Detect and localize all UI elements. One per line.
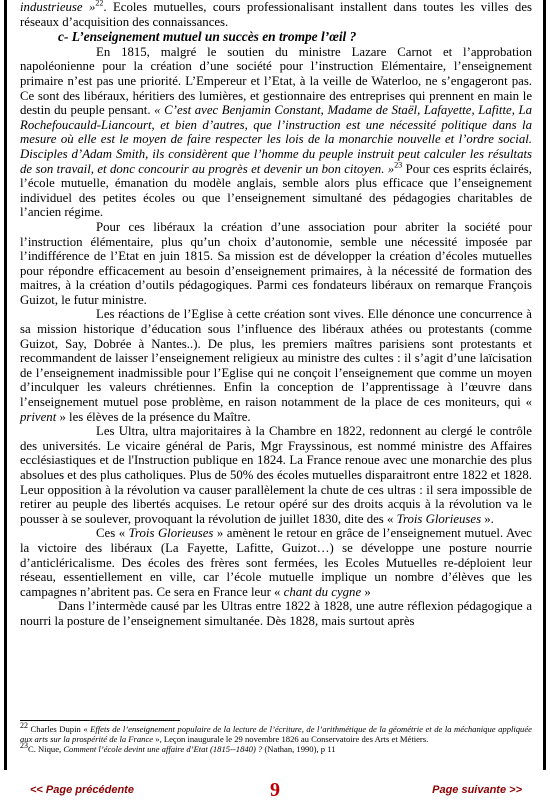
p5-text-a: Ces «: [96, 526, 129, 541]
p1-quote: « C’est avec Benjamin Constant, Madame de Staël, Lafayette, Lafitte, La Rochefoucauld-Liancourt, et bien d’autres, que l’instruction est une nécessité politique dans la mesure où elle est le moyen de faire respecter les lois de la monarchie nouvelle et l’ordre social. Disciples d’Adam Smith, ils considèrent que l’homme du peuple instruit peut calculer les résultats de son travail, et donc concourir au progrès et devenir un bon citoyen. »: [20, 103, 533, 176]
page-border-right: [543, 0, 546, 770]
p5-text-b: » amènent le retour en grâce de l’enseignement mutuel. Avec la victoire des libéraux (La Fayette, Lafitte, Guizot…) se développe une posture nourrie d’anticléricalisme. Des écoles des frères sont fermées, les Ecoles Mutuelles re-déploient leur réseau, essentiellement en ville, car l’école mutuelle implique un nombre d’élèves que les campagnes n’abritent pas. Ce sera en France leur «: [20, 526, 532, 599]
intro-paragraph: [20, 0, 532, 29]
footnote-ref-23[interactable]: 23: [394, 160, 403, 170]
p3-text-a: Les réactions de l’Eglise à cette création sont vives. Elle dénonce une concurrence à sa mission historique d’éducation sous l’influence des libéraux athées ou protestants (comme Guizot, Say, Dobrée à Nantes..). De plus, les premiers maîtres parisiens sont protestants et recommandent de laisser l’enseignement religieux au ministre des cultes : il s’agit d’une laïcisation de l’enseignement inadmissible pour l’Eglise qui ne conçoit l’enseignement que comme un moyen d’inculquer les valeurs chrétiennes. Enfin la conception de l’apprentissage à l’œuvre dans l’enseignement mutuel pose problème, en raison notamment de la place de ces moniteurs, qui «: [20, 307, 532, 410]
p3-italic: privent: [20, 409, 57, 424]
footnote-22: [20, 721, 532, 745]
intro-text: . Ecoles mutuelles, cours professionalisant installent dans toutes les villes des réseaux d’acquisition des connaissances.: [20, 0, 532, 29]
p4-text-b: ».: [481, 511, 494, 526]
p1-text-b: Pour ces esprits éclairés, l’école mutuelle, émanation du modèle anglais, semble alors plus efficace que l’enseignement individuel des petites écoles ou que l’enseignement simultané des pédagogies charitables de l’ancien régime.: [20, 161, 532, 220]
page-border-left: [4, 0, 7, 770]
p5-text-c: »: [361, 584, 371, 599]
paragraph-4: [20, 424, 532, 526]
footnotes: [20, 721, 532, 755]
footnote-22-text-a: Charles Dupin «: [28, 724, 91, 734]
footnote-23: [20, 741, 532, 755]
next-page-link[interactable]: Page suivante >>: [432, 784, 522, 796]
footnote-23-title: Comment l’école devint une affaire d’Etat (1815--1840) ?: [63, 744, 263, 755]
paragraph-1: [20, 45, 532, 220]
main-text: [20, 0, 532, 629]
previous-page-link[interactable]: << Page précédente: [30, 784, 134, 796]
footnote-23-number: 23: [20, 741, 28, 751]
p4-italic: Trois Glorieuses: [396, 511, 482, 526]
page-footer: [0, 778, 550, 804]
footnote-22-text-b: », Leçon inaugurale le 29 novembre 1826 au Conservatoire des Arts et Métiers.: [153, 734, 429, 745]
page-number: 9: [270, 779, 280, 801]
p5-italic-2: chant du cygne: [283, 584, 362, 599]
footnote-separator: [20, 720, 180, 721]
footnote-22-title: Effets de l’enseignement populaire de la lecture de l’écriture, de l’arithmétique de la géométrie et de la méchanique appliquée aux arts sur la prospérité de la France: [20, 724, 532, 745]
paragraph-2: Pour ces libéraux la création d’une association pour abriter la société pour l’instruction élémentaire, plus qu’un choix d’autonomie, semble une nécessité imposée par l’indifférence de l’Etat en juin 1815. Sa mission est de développer la création d’écoles mutuelles pour répondre efficacement au besoin d’enseignement primaires, à la nécessité de formation des maitres, à la création d’outils pédagogiques. Parmi ces fondateurs libéraux on remarque François Guizot, le futur ministre.: [20, 219, 532, 307]
p4-text-a: Les Ultra, ultra majoritaires à la Chambre en 1822, redonnent au clergé le contrôle des universités. Le vicaire général de Paris, Mgr Frayssinous, est nommé ministre des Affaires ecclésiastiques et de l'Instruction publique en 1824. La France renoue avec une monarchie des plus absolues et des plus catholiques. Plus de 50% des écoles mutuelles disparaitront entre 1822 et 1828. Leur opposition à la révolution va causer parallèlement la chute de ces ultras : il sera impossible de retirer au peuple des libertés acquises. Le retour opéré sur des droits acquis à la révolution va le pousser à se soulever, provoquant la révolution de juillet 1830, dite des «: [20, 424, 532, 526]
footnote-22-number: 22: [20, 721, 28, 731]
p3-text-b: » les élèves de la présence du Maître.: [56, 409, 251, 424]
section-heading: c- L’enseignement mutuel un succès en trompe l’œil ?: [58, 29, 357, 45]
footnote-23-text-b: (Nathan, 1990), p 11: [262, 744, 336, 755]
footnote-23-text-a: C. Nique,: [28, 744, 64, 755]
paragraph-5: [20, 526, 532, 599]
intro-quote: industrieuse »: [20, 0, 96, 14]
paragraph-3: [20, 307, 532, 424]
paragraph-6: Dans l’intermède causé par les Ultras entre 1822 à 1828, une autre réflexion pédagogique a nourri la posture de l’enseignement simultanée. Dès 1828, mais surtout après: [20, 599, 532, 628]
p1-text-a: En 1815, malgré le soutien du ministre Lazare Carnot et l’approbation napoléonienne pour la création d’une société pour l’instruction Elémentaire, l’enseignement primaire n’est pas une priorité. L’Empereur et l’Etat, à la veille de Waterloo, ne s’engageront pas. Ce sont des libéraux, héritiers des lumières, et gestionnaire des entreprises qui prennent en main le destin du peuple pensant.: [20, 44, 532, 118]
footnote-ref-22[interactable]: 22: [95, 0, 104, 8]
p5-italic-1: Trois Glorieuses: [128, 526, 214, 541]
